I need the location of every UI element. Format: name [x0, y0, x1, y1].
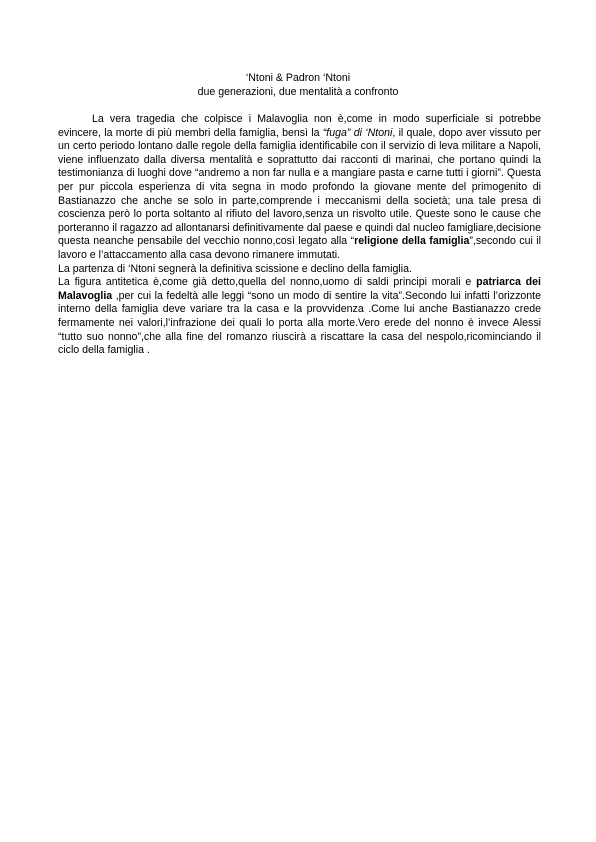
- paragraph-2: La partenza di ‘Ntoni segnerà la definitiva scissione e declino della famiglia.: [58, 262, 412, 275]
- paragraph-3-strong: patriarca dei Malavoglia: [58, 276, 541, 302]
- paragraph-3-text-a: La figura antitetica è,come già detto,quella del nonno,uomo di saldi principi morali e: [58, 276, 477, 289]
- document-subtitle: due generazioni, due mentalità a confronto: [197, 86, 399, 98]
- document-body: [58, 113, 541, 358]
- paragraph-1-strong: religione della famiglia: [354, 235, 470, 248]
- paragraph-1-emphasis: “fuga” di ‘Ntoni: [322, 126, 393, 139]
- paragraph-3: [58, 276, 541, 358]
- paragraph-1: [58, 113, 541, 263]
- paragraph-1-text-c: ”,secondo cui il lavoro e l’attaccamento alla casa devono rimanere immutati.: [58, 235, 542, 261]
- paragraph-1-text-a: La vera tragedia che colpisce i Malavoglia non è,come in modo superficiale si potrebbe evincere, la morte di più membri della famiglia, bensì la: [58, 113, 541, 139]
- document-title: ‘Ntoni & Padron ‘Ntoni: [245, 72, 351, 84]
- paragraph-3-text-b: ,per cui la fedeltà alle leggi “sono un modo di sentire la vita”.Secondo lui infatti l’orizzonte interno della famiglia deve variare tra la casa e la provvidenza .Come lui anche Bastianazzo crede fermamente nei valori,l’infrazione dei quali lo porta alla morte.Vero erede del nonno è invece Alessi “tutto suo nonno”,che alla fine del romanzo riuscirà a riscattare la casa del nespolo,ricominciando il ciclo della famiglia .: [58, 289, 541, 357]
- paragraph-1-text-b: , il quale, dopo aver vissuto per un certo periodo lontano dalle regole della famiglia identificabile con il servizio di leva militare a Napoli, viene influenzato dalla diversa mentalità e soprattutto dai racconti di marinai, che portano quindi la testimonianza di luoghi dove “andremo a non far nulla e a mangiare pasta e carne tutti i giorni”. Questa per pur piccola esperienza di vita segna in modo profondo la giovane mente del primogenito di Bastianazzo che anche se solo in parte,comprende i meccanismi della società; una tale presa di coscienza però lo porta soltanto al rifiuto del lavoro,senza un risvolto utile. Queste sono le cause che porteranno il ragazzo ad allontanarsi definitivamente dal paese e quindi dal nucleo famigliare,decisione questa neanche pensabile del vecchio nonno,così legato alla “: [58, 126, 541, 248]
